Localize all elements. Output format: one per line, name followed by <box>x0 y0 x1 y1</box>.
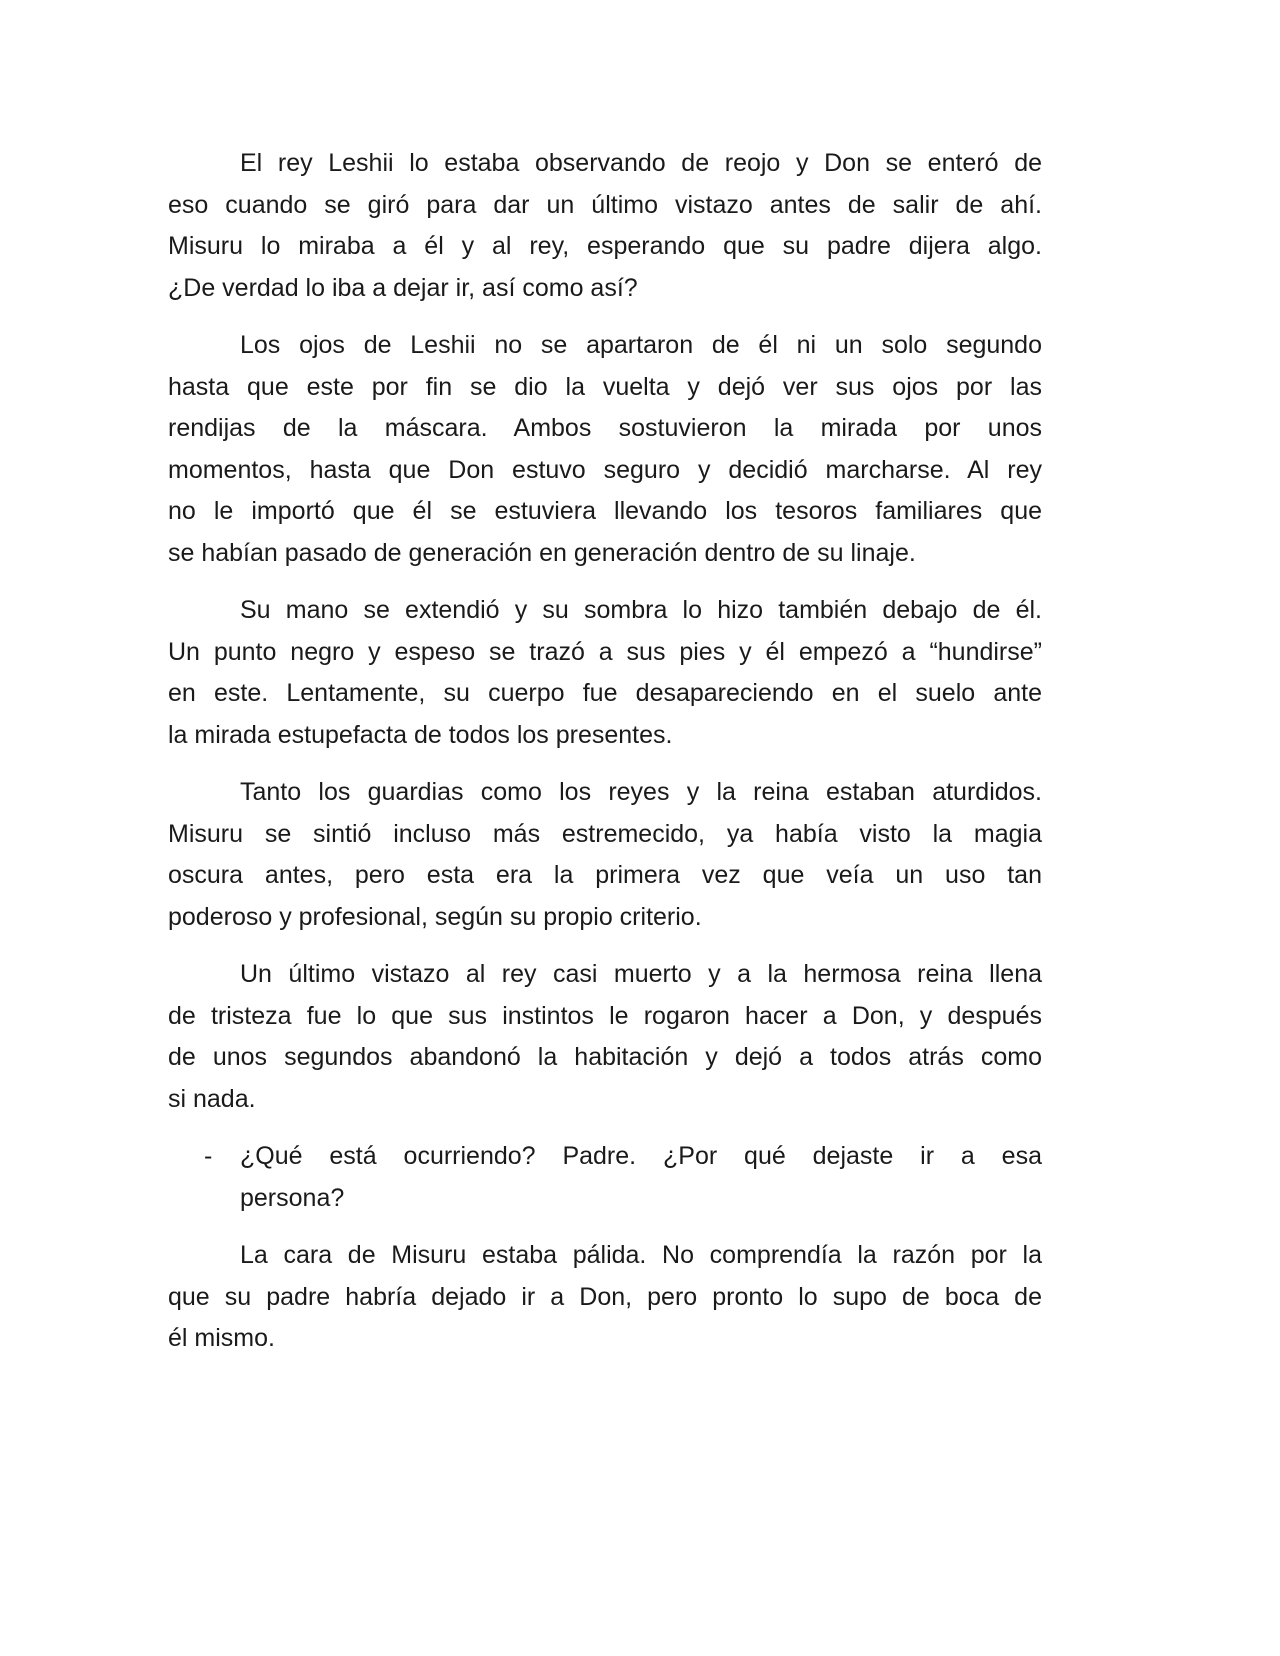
paragraph <box>168 143 1042 309</box>
text-line: si nada. <box>168 1084 256 1113</box>
text-line: de tristeza fue lo que sus instintos le rogaron hacer a Don, y después <box>168 1001 1042 1030</box>
text-line: El rey Leshii lo estaba observando de reojo y Don se enteró de <box>240 149 1042 177</box>
text-line: Tanto los guardias como los reyes y la reina estaban aturdidos. <box>240 778 1042 806</box>
paragraph <box>168 772 1042 938</box>
paragraph <box>168 954 1042 1120</box>
text-line: Misuru lo miraba a él y al rey, esperando que su padre dijera algo. <box>168 232 1042 260</box>
text-line: en este. Lentamente, su cuerpo fue desapareciendo en el suelo ante <box>168 679 1042 707</box>
text-line: de unos segundos abandonó la habitación y dejó a todos atrás como <box>168 1043 1042 1071</box>
paragraphs <box>168 143 1042 1120</box>
text-line: rendijas de la máscara. Ambos sostuvieron la mirada por unos <box>168 414 1042 442</box>
text-line: que su padre habría dejado ir a Don, pero pronto lo supo de boca de <box>168 1282 1042 1311</box>
text-line: momentos, hasta que Don estuvo seguro y decidió marcharse. Al rey <box>168 455 1042 484</box>
text-line: Un punto negro y espeso se trazó a sus pies y él empezó a “hundirse” <box>168 637 1042 666</box>
text-line: Los ojos de Leshii no se apartaron de él ni un solo segundo <box>240 331 1042 359</box>
text-line: hasta que este por fin se dio la vuelta y dejó ver sus ojos por las <box>168 372 1042 401</box>
dialogue-text-line: ¿Qué está ocurriendo? Padre. ¿Por qué dejaste ir a esa <box>240 1142 1042 1170</box>
text-line: se habían pasado de generación en generación dentro de su linaje. <box>168 538 916 567</box>
text-line: no le importó que él se estuviera llevando los tesoros familiares que <box>168 497 1042 525</box>
text-line: eso cuando se giró para dar un último vistazo antes de salir de ahí. <box>168 190 1042 219</box>
paragraph <box>168 325 1042 574</box>
paragraph <box>168 1235 1042 1360</box>
text-line: oscura antes, pero esta era la primera vez que veía un uso tan <box>168 861 1042 889</box>
text-line: Misuru se sintió incluso más estremecido, ya había visto la magia <box>168 819 1042 848</box>
text-line: la mirada estupefacta de todos los presentes. <box>168 720 673 749</box>
text-line: La cara de Misuru estaba pálida. No comprendía la razón por la <box>240 1241 1042 1269</box>
text-line: Un último vistazo al rey casi muerto y a la hermosa reina llena <box>240 960 1042 988</box>
document-page <box>168 143 1042 1376</box>
paragraph <box>168 590 1042 756</box>
dialogue-text-line: persona? <box>240 1183 345 1212</box>
text-line: Su mano se extendió y su sombra lo hizo también debajo de él. <box>240 596 1042 624</box>
text-line: ¿De verdad lo iba a dejar ir, así como así? <box>168 273 638 302</box>
dialogue-dash: - <box>204 1142 213 1170</box>
text-line: poderoso y profesional, según su propio criterio. <box>168 902 702 931</box>
dialogue-line <box>168 1136 1042 1219</box>
text-line: él mismo. <box>168 1324 275 1352</box>
final-paragraph <box>168 1235 1042 1360</box>
